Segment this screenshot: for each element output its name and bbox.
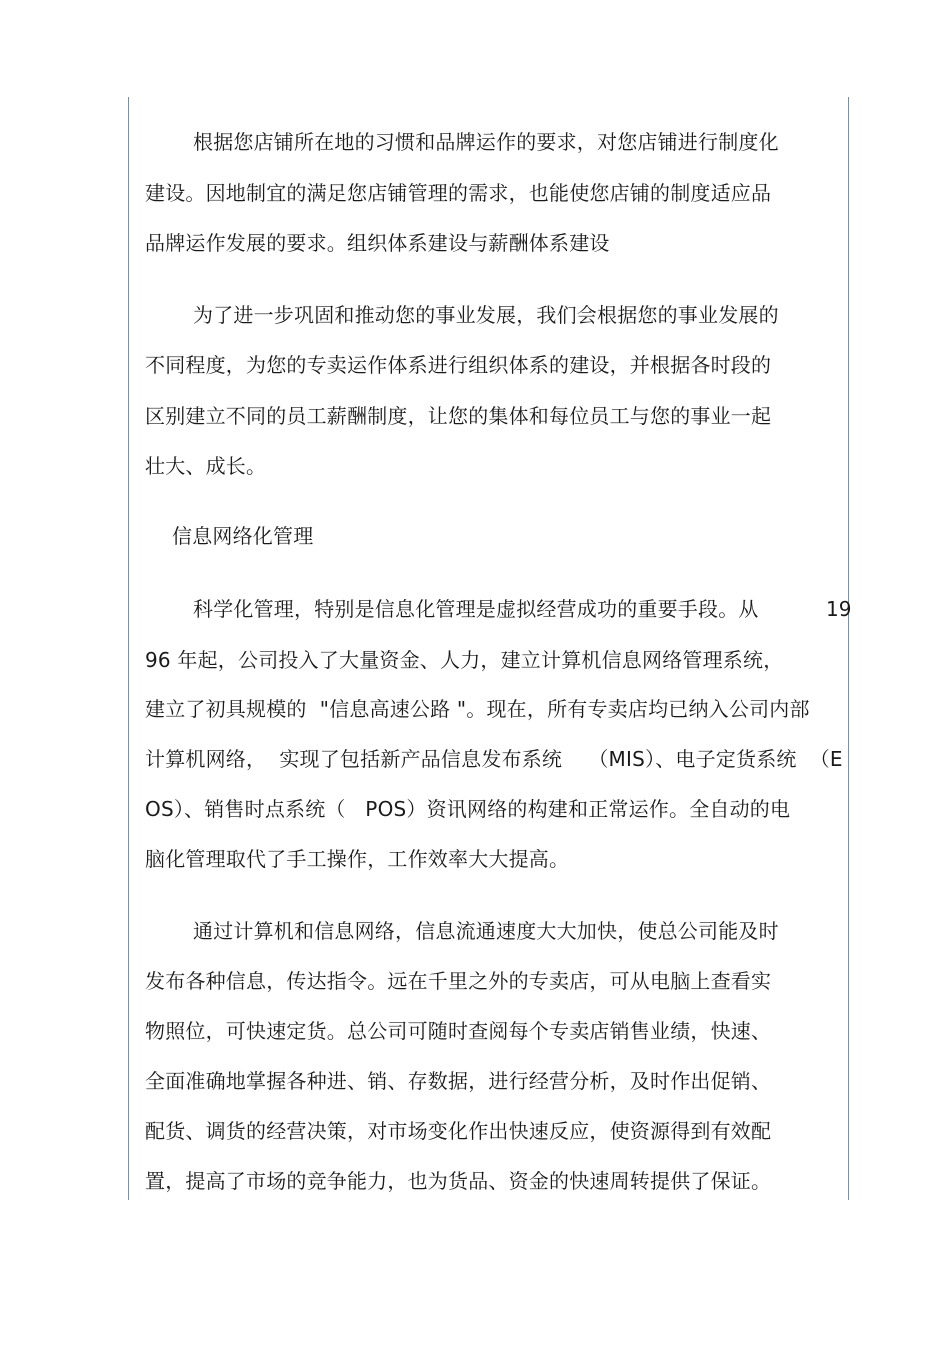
paragraph-3-line-2: 96 年起，公司投入了大量资金、人力，建立计算机信息网络管理系统， bbox=[145, 648, 784, 672]
paragraph-4-line-2: 发布各种信息，传达指令。远在千里之外的专卖店，可从电脑上查看实 bbox=[145, 969, 772, 993]
section-heading: 信息网络化管理 bbox=[172, 524, 314, 548]
paragraph-3-line-6: 脑化管理取代了手工操作，工作效率大大提高。 bbox=[145, 847, 570, 871]
paragraph-3-line-5: OS）、销售时点系统（ POS）资讯网络的构建和正常运作。全自动的电 bbox=[145, 797, 791, 821]
paragraph-2-line-1: 为了进一步巩固和推动您的事业发展，我们会根据您的事业发展的 bbox=[193, 303, 779, 327]
paragraph-4-line-4: 全面准确地掌握各种进、销、存数据，进行经营分析，及时作出促销、 bbox=[145, 1069, 772, 1093]
paragraph-1-line-3: 品牌运作发展的要求。组织体系建设与薪酬体系建设 bbox=[145, 231, 610, 255]
paragraph-4-line-3: 物照位，可快速定货。总公司可随时查阅每个专卖店销售业绩，快速、 bbox=[145, 1019, 772, 1043]
paragraph-3-line-3: 建立了初具规模的 "信息高速公路 "。现在，所有专卖店均已纳入公司内部 bbox=[145, 697, 810, 721]
paragraph-3-trailing-number: 19 bbox=[826, 597, 852, 621]
paragraph-3-line-4: 计算机网络， 实现了包括新产品信息发布系统 （MIS）、电子定货系统 （E bbox=[145, 747, 843, 771]
paragraph-4-line-5: 配货、调货的经营决策，对市场变化作出快速反应，使资源得到有效配 bbox=[145, 1119, 772, 1143]
paragraph-2-line-2: 不同程度，为您的专卖运作体系进行组织体系的建设，并根据各时段的 bbox=[145, 353, 772, 377]
paragraph-4-line-6: 置，提高了市场的竞争能力，也为货品、资金的快速周转提供了保证。 bbox=[145, 1169, 772, 1193]
page-frame-right-border bbox=[848, 97, 849, 1200]
paragraph-1-line-2: 建设。因地制宜的满足您店铺管理的需求，也能使您店铺的制度适应品 bbox=[145, 181, 772, 205]
paragraph-2-line-4: 壮大、成长。 bbox=[145, 454, 267, 478]
paragraph-1-line-1: 根据您店铺所在地的习惯和品牌运作的要求，对您店铺进行制度化 bbox=[193, 130, 779, 154]
paragraph-2-line-3: 区别建立不同的员工薪酬制度，让您的集体和每位员工与您的事业一起 bbox=[145, 404, 772, 428]
paragraph-4-line-1: 通过计算机和信息网络，信息流通速度大大加快，使总公司能及时 bbox=[193, 919, 779, 943]
page-frame-left-border bbox=[128, 97, 129, 1200]
paragraph-3-line-1: 科学化管理，特别是信息化管理是虚拟经营成功的重要手段。从 bbox=[193, 597, 759, 621]
